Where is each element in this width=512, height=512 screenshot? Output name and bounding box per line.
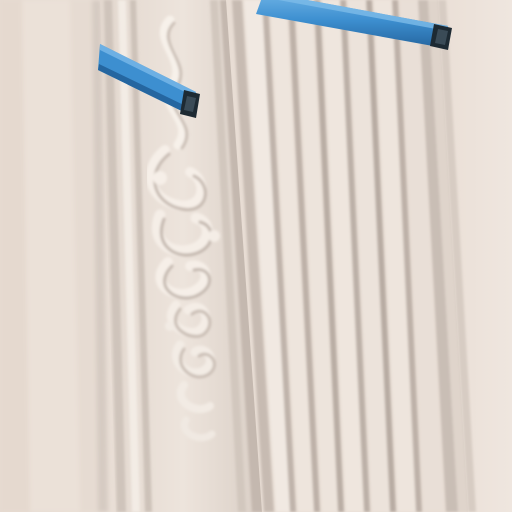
fluted-pilaster [226,0,470,512]
left-wall-panel [0,0,108,512]
